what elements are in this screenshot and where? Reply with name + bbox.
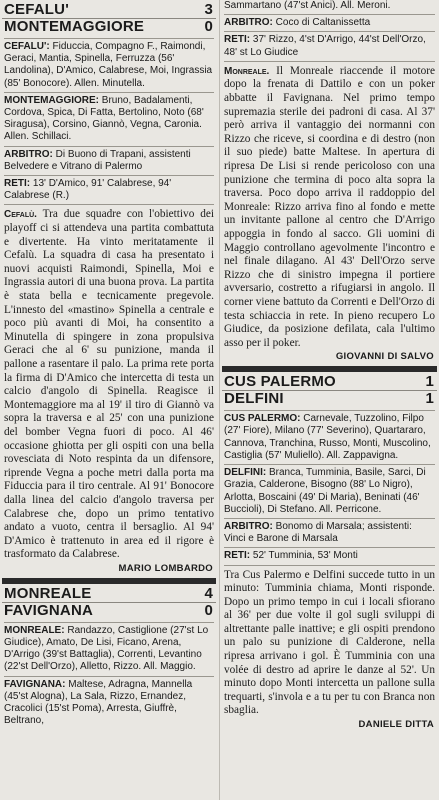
divider [4,676,214,677]
score-row-away [222,390,437,407]
team-score: 0 [204,601,213,619]
team-name: MONTEMAGGIORE [4,18,145,35]
divider [4,204,214,205]
left-column [2,0,216,800]
byline: DANIELE DITTA [358,719,434,731]
divider [4,146,214,147]
goals: RETI: 37' Rizzo, 4'st D'Arrigo, 44'st Dell'Orzo, 48' st Lo Giudice [224,34,426,58]
score-row-home [2,2,216,18]
right-column [222,0,437,800]
article-text: Cefalù. Tra due squadre con l'obiettivo dei playoff ci si attendeva una partita combattuta e divertente. Ha vinto meritatamente il Cefalù. La squadra di casa ha presentato i nuovi acquisti Raimondi, Spinella, Moi e Ingrassia autori di una buona prova. La partita è stata bella e tecnicamente pregevole. L'innesto del «mastino» Spinella a centrale e poco più avanti di Moi, ha consentito a Minutella di spingere in zona propulsiva Geraci che al 6' su punizione, manda il pallone a rasentare il palo. La prima rete porta la firma di D'Amico che intercetta di testa un calcio d'angolo di Spinella. Reagisce il Montemaggiore ma al 19' il tiro di Giannò va sopra la traversa e al 25' con una punizione del bomber Vegna fuori di poco. Al 46' occasione ghiotta per gli ospiti con una bella rovesciata di Noto respinta da un difensore, riprende Vegna a poche metri dalla porta ma Fiduccia para il tiro centrale. Al 91' Bonocore dalla linea del calcio d'angolo traversa per Calabrese che, dopo un primo tentativo andato a vuoto, centra il bersaglio. Al 94' D'Amico è trattenuto in area ed il rigore è trasformato da Calabrese. [4,208,215,561]
column-divider [219,0,220,800]
away-lineup-continued: Sammartano (47'st Anici). All. Meroni. [224,0,391,11]
score-row-away [2,602,216,619]
match-sheet-continued [222,0,437,62]
home-lineup: MONREALE: Randazzo, Castiglione (27'st Lo Giudice), Amato, De Lisi, Ficano, Arena, D'Arrigo (39'st Battaglia), Correnti, Levantino (22'st Dell'Orzo), Alletto, Rizzo. All. Maggio. [4,624,209,673]
home-lineup: CUS PALERMO: Carnevale, Tuzzolino, Filpo (27' Fiore), Milano (77' Severino), Quartararo, Cannova, Tranchina, Russo, Monti, Muscolino, Castiglia (57' Muliello). All. Zappavigna. [224,413,431,461]
score-row-home [222,374,437,390]
referee: ARBITRO: Bonomo di Marsala; assistenti: Vinci e Barone di Marsala [224,520,412,545]
team-name: CEFALU' [4,1,69,18]
divider [224,14,435,15]
team-name: DELFINI [224,390,284,408]
divider [224,547,435,548]
divider [224,518,435,519]
score-row-home [2,586,216,602]
divider [4,622,214,623]
divider [224,565,435,566]
away-lineup: MONTEMAGGIORE: Bruno, Badalamenti, Cordova, Spica, Di Fatta, Bertolino, Noto (68' Siragusa), Corsino, Giannò, Vegna, Caronia. Allen. Schillaci. [4,94,204,143]
divider [224,464,435,465]
scoreboard-cefalu-montemaggiore [2,0,216,36]
goals: RETI: 13' D'Amico, 91' Calabrese, 94' Calabrese (R.) [4,178,172,202]
divider [224,61,435,62]
divider [224,31,435,32]
away-lineup: FAVIGNANA: Maltese, Adragna, Mannella (45'st Alogna), La Sala, Rizzo, Ernandez, Cracolici (15'st Poma), Arresta, Giuffrè, Beltrano, [4,678,193,727]
match-sheet [222,410,437,565]
article-text: Tra Cus Palermo e Delfini succede tutto in un minuto: Tumminia chiama, Monti risponde. Dopo un primo tempo in cui i locali sfiorano al 36' per due volte il gol sugli sviluppi di altrettante palle inattive; e gli ospiti prendono un palo su punizione di Calderone, nella ripresa arrivano i gol. È Tumminia con una volée di destro ad aprire le danze al 52'. Un minuto dopo Monti intercetta un pallone sulla trequarti, s'invola e a tu per tu con Branca non sbaglia. [224,568,435,717]
divider [4,175,214,176]
team-score: 1 [425,373,434,391]
byline: MARIO LOMBARDO [118,562,213,574]
referee: ARBITRO: Coco di Caltanissetta [224,17,371,29]
divider [224,410,435,411]
team-score: 0 [204,18,213,35]
article-text: Monreale. Il Monreale riaccende il motore dopo la frenata di Dattilo e con un poker abbatte il Favignana. Nel primo tempo supremazia sterile dei padroni di casa. Al 37' però arriva il vantaggio dei normanni con Rizzo che riceve, si coordina e di destro (non il suo piede) batte Maltese. In apertura di ripresa De Lisi si rende pericoloso con una punizione che termina di poco alta sopra la traversa. Poco dopo arriva il raddoppio del Monreale: Rizzo arriva fino al fondo e mette un invitante pallone al centro che D'Arrigo appoggia in fondo al sacco. Gli uomini di Maggio controllano agevolmente l'incontro e nel finale dilagano. Al 43' Dell'Orzo serve Rizzo che di sinistro impegna il portiere avversario, costretto a rifugiarsi in angolo. Il corner viene battuto da Correnti e Dell'Orzo di testa schiaccia in rete. In pieno recupero Lo Giudice, da posizione defilata, cala l'ultimo asso per il poker. [224,64,436,349]
team-score: 3 [204,1,213,18]
team-name: CUS PALERMO [224,373,336,391]
byline: GIOVANNI DI SALVO [335,351,434,363]
team-name: MONREALE [4,584,92,602]
team-score: 1 [425,390,434,408]
team-name: FAVIGNANA [4,601,94,619]
away-lineup: DELFINI: Branca, Tumminia, Basile, Sarci, Di Grazia, Calderone, Bisogno (88' Lo Nigro), Arlotta, Boscaini (49' Di Maria), Beninati (46' Buccioli), Di Stefano. All. Perricone. [224,467,426,515]
home-lineup: CEFALU': Fiduccia, Compagno F., Raimondi, Geraci, Mantia, Spinella, Ferruzza (56' Landolina), D'Amico, Calabrese, Moi, Ingrassia (85' Bonocore). Allen. Minutella. [4,41,213,89]
scoreboard-monreale-favignana [2,578,216,620]
divider [4,92,214,93]
match-sheet [2,622,216,728]
divider [4,38,214,39]
goals: RETI: 52' Tumminia, 53' Monti [224,550,358,562]
team-score: 4 [204,584,213,602]
scoreboard-cuspalermo-delfini [222,366,437,408]
match-sheet [2,38,216,205]
score-row-away [2,18,216,35]
referee: ARBITRO: Di Buono di Trapani, assistenti Belvedere e Vitrano di Palermo [4,148,191,172]
